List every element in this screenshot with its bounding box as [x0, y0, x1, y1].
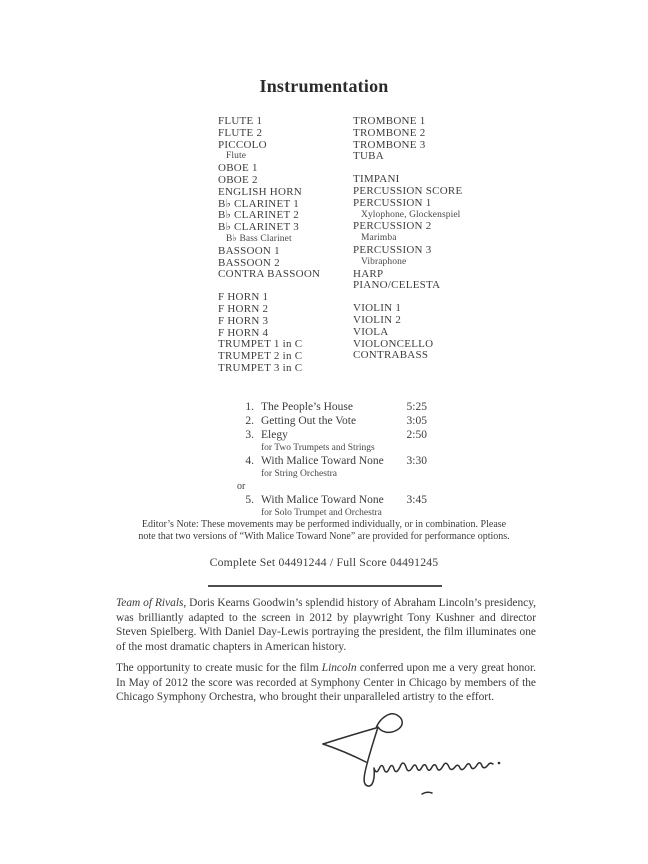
instrument-line: TROMBONE 2	[353, 126, 426, 139]
instrument-line: PERCUSSION 1	[353, 196, 432, 209]
book-title-italic: Team of Rivals	[116, 597, 184, 609]
instrument-line: TUBA	[353, 150, 384, 163]
signature-dash	[422, 792, 432, 794]
signature-stroke-cross	[323, 744, 366, 762]
movement-duration: 5:25	[406, 401, 427, 413]
movement-list	[237, 400, 427, 519]
movement-row	[240, 428, 427, 442]
instrument-line: VIOLIN 1	[353, 302, 402, 315]
film-title-italic: Lincoln	[321, 662, 357, 674]
instrument-line: TROMBONE 3	[353, 138, 426, 151]
movement-duration: 3:30	[406, 455, 427, 468]
movement-row	[240, 454, 427, 468]
catalog-numbers: Complete Set 04491244 / Full Score 04491245	[209, 556, 439, 569]
editors-note-line2: note that two versions of “With Malice Toward None” are provided for performance options.	[138, 531, 510, 543]
instrument-subline: Xylophone, Glockenspiel	[361, 209, 461, 220]
editors-note	[0, 519, 648, 544]
instrument-column-left	[218, 116, 320, 375]
movement-number: 3.	[245, 429, 254, 441]
instrument-line: TROMBONE 1	[353, 115, 426, 127]
instrument-line: BASSOON 1	[218, 244, 280, 257]
movement-row	[240, 400, 427, 414]
instrument-line: OBOE 1	[218, 162, 258, 175]
movement-or-separator: or	[237, 480, 246, 492]
instrument-line: F HORN 3	[218, 314, 269, 327]
instrument-line: ENGLISH HORN	[218, 185, 302, 198]
movement-duration: 3:05	[406, 415, 427, 427]
instrument-line: CONTRA BASSOON	[218, 268, 321, 281]
instrument-line: PICCOLO	[218, 138, 267, 151]
instrument-line: B♭ CLARINET 3	[218, 221, 299, 234]
instrument-line: F HORN 4	[218, 326, 269, 339]
instrument-line: CONTRABASS	[353, 349, 429, 362]
movement-number: 5.	[245, 493, 254, 506]
movement-number: 4.	[245, 455, 254, 468]
paragraph-text: , Doris Kearns Goodwin’s splendid history of Abraham Lincoln’s presidency, was brilliantly adapted to the screen in 2012 by playwright Tony Kushner and director Steven Spielberg. With Daniel Day-Lewis portraying the president, the film illuminates one of the most dramatic chapters in American history.	[116, 597, 536, 653]
instrument-subline: Vibraphone	[361, 256, 407, 267]
movement-title: With Malice Toward None	[261, 455, 384, 468]
movement-title: Getting Out the Vote	[261, 415, 357, 427]
instrument-line: VIOLA	[353, 325, 389, 338]
instrument-line: FLUTE 1	[218, 115, 263, 127]
signature-dot	[498, 762, 501, 765]
about-paragraph-2	[116, 661, 536, 705]
instrument-line: PIANO/CELESTA	[353, 279, 441, 292]
paragraph-text: The opportunity to create music for the film	[116, 662, 322, 674]
instrument-column-right	[353, 116, 462, 362]
instrument-line: VIOLIN 2	[353, 313, 402, 326]
movement-title: The People’s House	[261, 401, 353, 413]
instrument-line: PERCUSSION 3	[353, 243, 432, 256]
movement-row	[240, 414, 427, 428]
movement-row	[240, 493, 427, 507]
instrument-line: FLUTE 2	[218, 126, 263, 139]
instrument-line: F HORN 1	[218, 291, 269, 304]
movement-number: 1.	[245, 401, 254, 413]
movement-duration: 2:50	[406, 429, 427, 441]
divider-rule	[208, 585, 442, 587]
paragraph-text: conferred upon me a very great honor. In May of 2012 the score was recorded at Symphony Center in Chicago by members of the Chicago Symphony Orchestra, who brought their unparalleled artistry to the effort.	[116, 662, 536, 704]
instrument-line: TIMPANI	[353, 173, 400, 186]
instrument-line: TRUMPET 3 in C	[218, 361, 303, 374]
movement-subtitle: for String Orchestra	[261, 469, 337, 480]
instrument-line: OBOE 2	[218, 173, 258, 186]
john-williams-signature	[318, 712, 518, 807]
movement-subtitle: for Two Trumpets and Strings	[261, 443, 375, 453]
instrument-line: B♭ CLARINET 1	[218, 197, 299, 210]
movement-subtitle: for Solo Trumpet and Orchestra	[261, 507, 382, 518]
movement-title: With Malice Toward None	[261, 493, 384, 506]
page-title: Instrumentation	[259, 76, 389, 96]
instrument-line: F HORN 2	[218, 302, 269, 315]
editors-note-line1: Editor’s Note: These movements may be performed individually, or in combination. Please	[141, 519, 507, 530]
instrument-line: TRUMPET 2 in C	[218, 350, 303, 363]
instrument-line: BASSOON 2	[218, 256, 280, 269]
instrument-line: HARP	[353, 267, 384, 280]
instrument-subline: Flute	[226, 151, 247, 162]
movement-duration: 3:45	[406, 493, 427, 506]
instrument-line: VIOLONCELLO	[353, 337, 434, 350]
instrument-line: B♭ CLARINET 2	[218, 209, 299, 222]
instrument-line: TRUMPET 1 in C	[218, 338, 303, 351]
movement-title: Elegy	[261, 429, 288, 441]
movement-number: 2.	[245, 415, 254, 427]
instrument-subline: B♭ Bass Clarinet	[226, 233, 292, 244]
instrument-subline: Marimba	[361, 233, 397, 244]
signature-stroke-main	[323, 714, 493, 786]
instrument-line: PERCUSSION 2	[353, 220, 432, 233]
instrument-line: PERCUSSION SCORE	[353, 184, 463, 197]
about-paragraph-1	[116, 596, 536, 654]
